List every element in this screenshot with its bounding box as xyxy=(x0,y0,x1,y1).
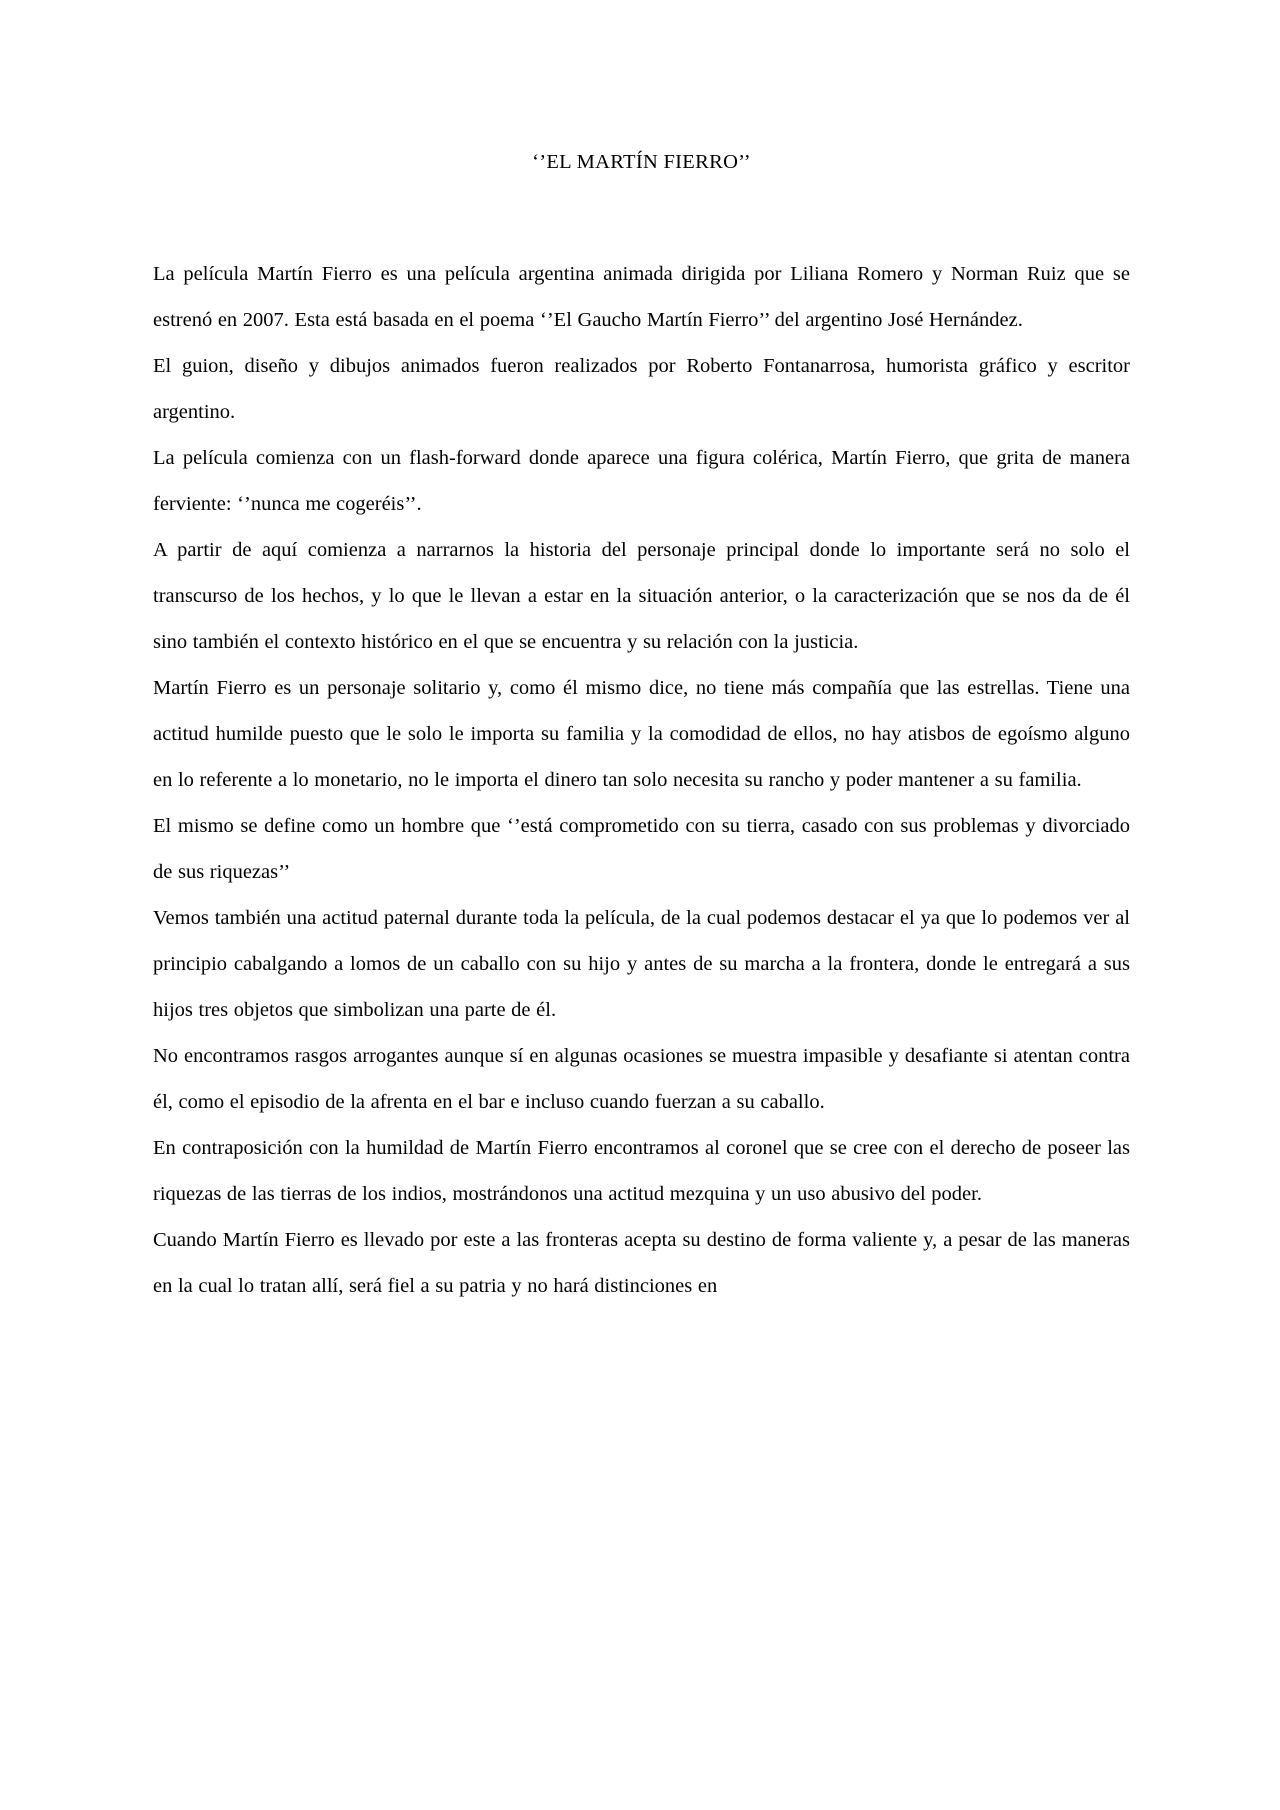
paragraph-autodefinicion: El mismo se define como un hombre que ‘’está comprometido con su tierra, casado con sus problemas y divorciado de sus riquezas’’ xyxy=(153,815,1130,883)
paragraph-guion-credits: El guion, diseño y dibujos animados fueron realizados por Roberto Fontanarrosa, humorista gráfico y escritor argentino. xyxy=(153,355,1130,423)
paragraph-flash-forward: La película comienza con un flash-forward donde aparece una figura colérica, Martín Fierro, que grita de manera ferviente: ‘’nunca me cogeréis’’. xyxy=(153,447,1130,515)
paragraph-film-intro: La película Martín Fierro es una película argentina animada dirigida por Liliana Romero y Norman Ruiz que se estrenó en 2007. Esta está basada en el poema ‘’El Gaucho Martín Fierro’’ del argentino José Hernández. xyxy=(153,263,1130,331)
paragraph-contraposicion-coronel: En contraposición con la humildad de Martín Fierro encontramos al coronel que se cree con el derecho de poseer las riquezas de las tierras de los indios, mostrándonos una actitud mezquina y un uso abusivo del poder. xyxy=(153,1137,1130,1205)
paragraph-rasgos-arrogantes: No encontramos rasgos arrogantes aunque sí en algunas ocasiones se muestra impasible y desafiante si atentan contra él, como el episodio de la afrenta en el bar e incluso cuando fuerzan a su caballo. xyxy=(153,1045,1130,1113)
paragraph-fronteras: Cuando Martín Fierro es llevado por este a las fronteras acepta su destino de forma valiente y, a pesar de las maneras en la cual lo tratan allí, será fiel a su patria y no hará distinciones en xyxy=(153,1229,1130,1297)
document-body xyxy=(153,251,1130,1309)
document-title: ‘’EL MARTÍN FIERRO’’ xyxy=(532,151,751,173)
paragraph-historia-personaje: A partir de aquí comienza a narrarnos la historia del personaje principal donde lo importante será no solo el transcurso de los hechos, y lo que le llevan a estar en la situación anterior, o la caracterización que se nos da de él sino también el contexto histórico en el que se encuentra y su relación con la justicia. xyxy=(153,539,1130,653)
paragraph-actitud-paternal: Vemos también una actitud paternal durante toda la película, de la cual podemos destacar el ya que lo podemos ver al principio cabalgando a lomos de un caballo con su hijo y antes de su marcha a la frontera, donde le entregará a sus hijos tres objetos que simbolizan una parte de él. xyxy=(153,907,1130,1021)
paragraph-personaje-solitario: Martín Fierro es un personaje solitario y, como él mismo dice, no tiene más compañía que las estrellas. Tiene una actitud humilde puesto que le solo le importa su familia y la comodidad de ellos, no hay atisbos de egoísmo alguno en lo referente a lo monetario, no le importa el dinero tan solo necesita su rancho y poder mantener a su familia. xyxy=(153,677,1130,791)
